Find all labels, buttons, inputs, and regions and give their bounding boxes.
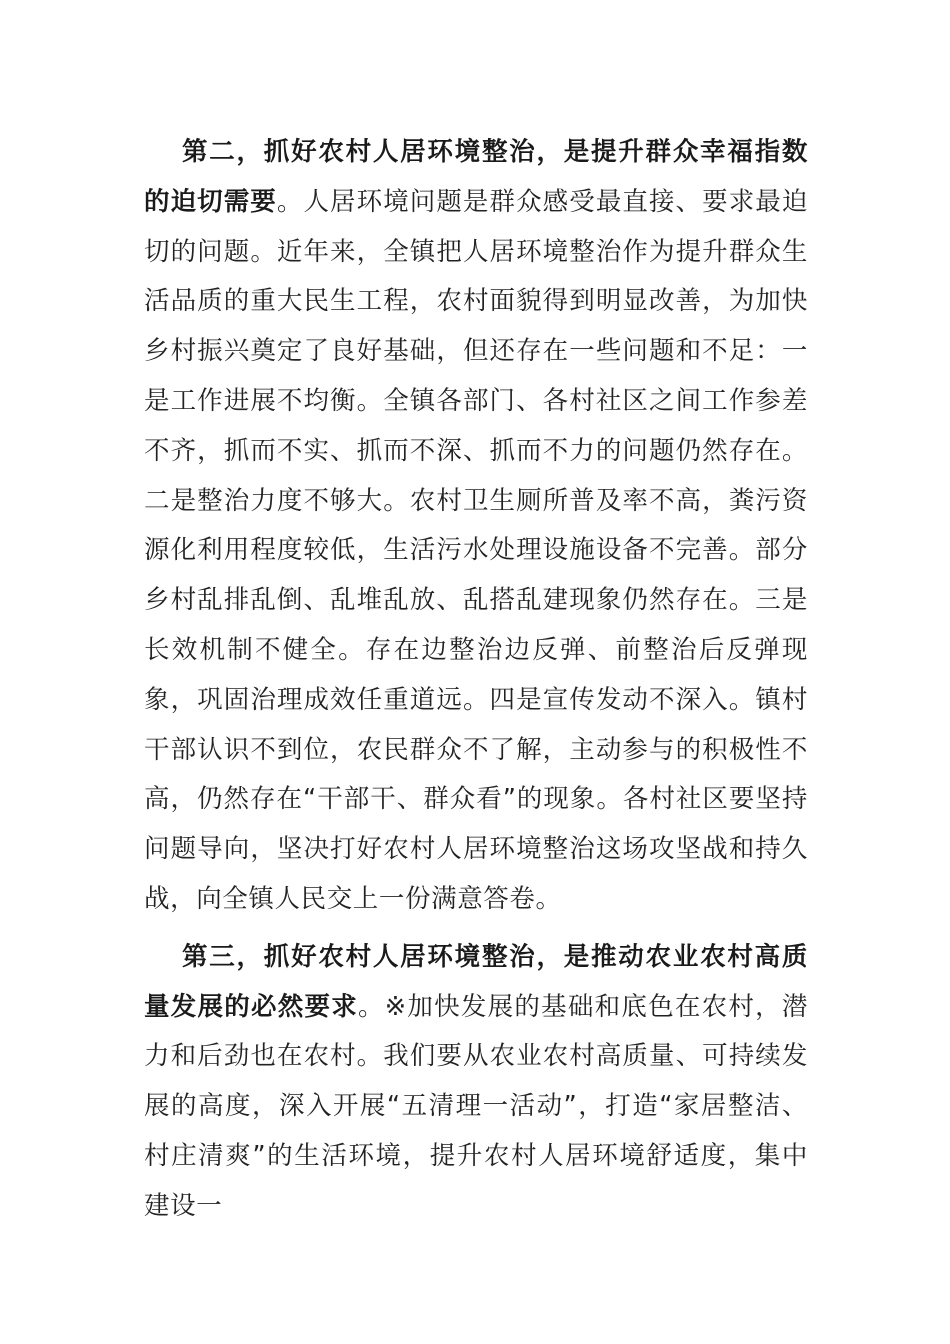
paragraph-heading: 第三，抓好农村人居环境整治，是推动农业农村高质量发展的必然要求 <box>144 941 808 1022</box>
paragraph-second <box>144 128 808 925</box>
document-body <box>144 128 808 1240</box>
paragraph-third <box>144 933 808 1232</box>
paragraph-text: 。人居环境问题是群众感受最直接、要求最迫切的问题。近年来，全镇把人居环境整治作为提升群众生活品质的重大民生工程，农村面貌得到明显改善，为加快乡村振兴奠定了良好基础，但还存在一些问题和不足：一是工作进展不均衡。全镇各部门、各村社区之间工作参差不齐，抓而不实、抓而不深、抓而不力的问题仍然存在。二是整治力度不够大。农村卫生厕所普及率不高，粪污资源化利用程度较低，生活污水处理设施设备不完善。部分乡村乱排乱倒、乱堆乱放、乱搭乱建现象仍然存在。三是长效机制不健全。存在边整治边反弹、前整治后反弹现象，巩固治理成效任重道远。四是宣传发动不深入。镇村干部认识不到位，农民群众不了解，主动参与的积极性不高，仍然存在“干部干、群众看”的现象。各村社区要坚持问题导向，坚决打好农村人居环境整治这场攻坚战和持久战，向全镇人民交上一份满意答卷。 <box>144 186 808 914</box>
paragraph-text: 。※加快发展的基础和底色在农村，潜力和后劲也在农村。我们要从农业农村高质量、可持续发展的高度，深入开展“五清理一活动”，打造“家居整洁、村庄清爽”的生活环境，提升农村人居环境舒适度，集中建设一 <box>144 991 808 1221</box>
paragraph-heading: 第二，抓好农村人居环境整治，是提升群众幸福指数的迫切需要 <box>144 137 808 217</box>
